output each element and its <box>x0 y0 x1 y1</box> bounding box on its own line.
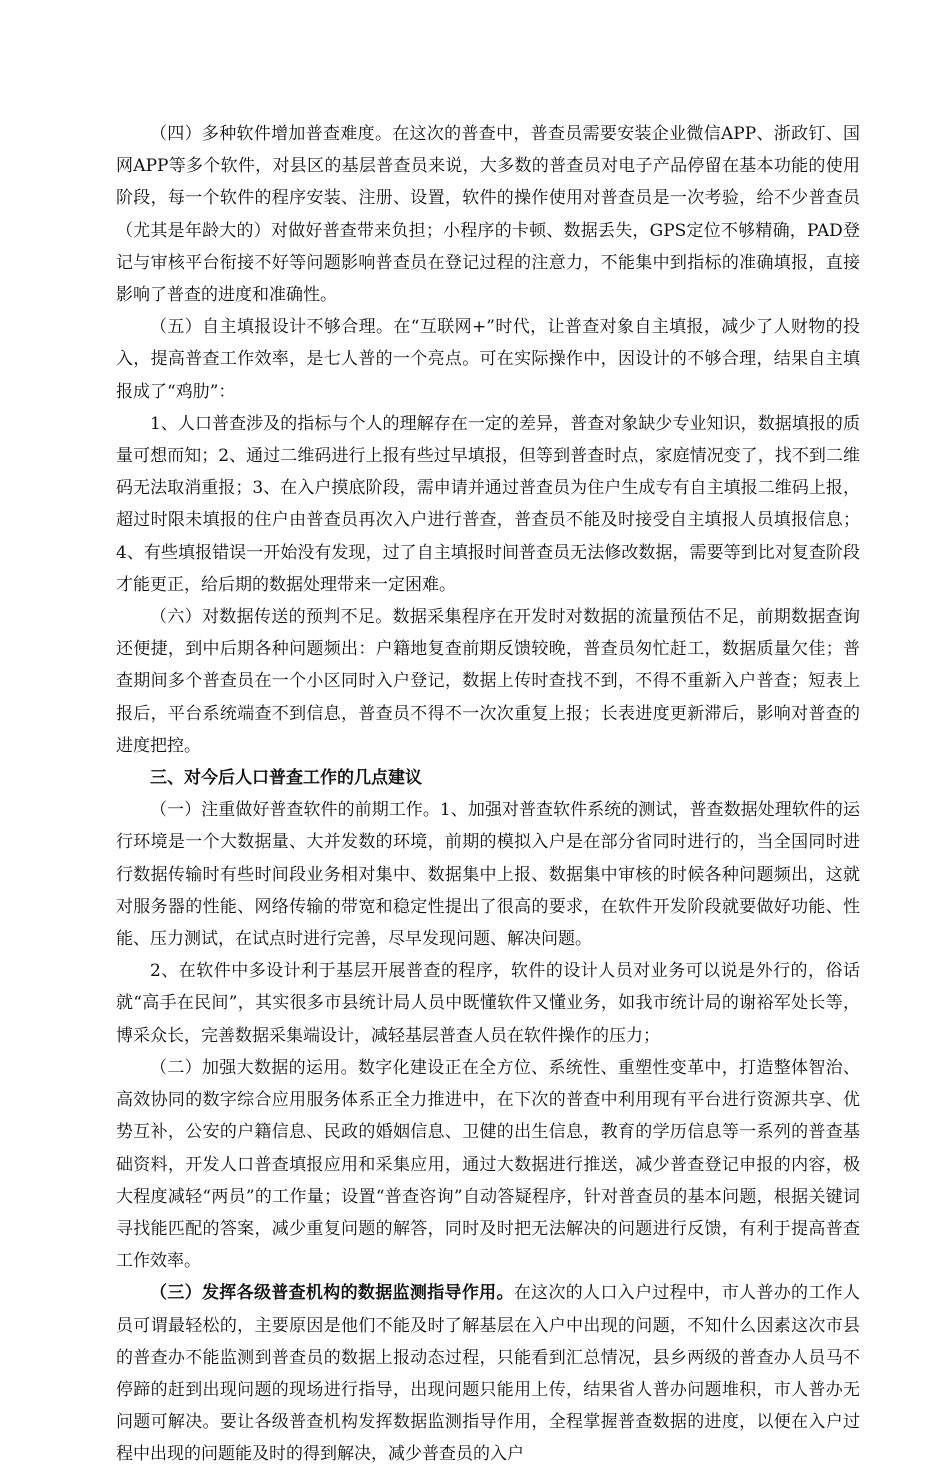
paragraph-software-difficulty: （四）多种软件增加普查难度。在这次的普查中，普查员需要安装企业微信APP、浙政钉、国网APP等多个软件，对县区的基层普查员来说，大多数的普查员对电子产品停留在基本功能的使用阶段，每一个软件的程序安装、注册、设置，软件的操作使用对普查员是一次考验，给不少普查员（尤其是年龄大的）对做好普查带来负担；小程序的卡顿、数据丢失，GPS定位不够精确，PAD登记与审核平台衔接不好等问题影响普查员在登记过程的注意力，不能集中到指标的准确填报，直接影响了普查的进度和准确性。 <box>116 124 860 306</box>
paragraph-software-prework: （一）注重做好普查软件的前期工作。1、加强对普查软件系统的测试，普查数据处理软件的运行环境是一个大数据量、大并发数的环境，前期的模拟入户是在部分省同时进行的，当全国同时进行数据传输时有些时间段业务相对集中、数据集中上报、数据集中审核的时候各种问题频出，这就对服务器的性能、网络传输的带宽和稳定性提出了很高的要求，在软件开发阶段就要做好功能、性能、压力测试，在试点时进行完善，尽早发现问题、解决问题。 <box>116 800 860 950</box>
paragraph-monitoring <box>116 1277 860 1470</box>
paragraph-data-transfer: （六）对数据传送的预判不足。数据采集程序在开发时对数据的流量预估不足，前期数据查询还便捷，到中后期各种问题频出：户籍地复查前期反馈较晚，普查员匆忙赶工，数据质量欠佳；普查期间多个普查员在一个小区同时入户登记，数据上传时查找不到，不得不重新入户普查；短表上报后，平台系统端查不到信息，普查员不得不一次次重复上报；长表进度更新滞后，影响对普查的进度把控。 <box>116 607 860 756</box>
section-heading-suggestions: 三、对今后人口普查工作的几点建议 <box>150 768 422 789</box>
paragraph-grassroots-software: 2、在软件中多设计利于基层开展普查的程序，软件的设计人员对业务可以说是外行的，俗话就“高手在民间”，其实很多市县统计局人员中既懂软件又懂业务，如我市统计局的谢裕军处长等，博采众长，完善数据采集端设计，减轻基层普查人员在软件操作的压力； <box>116 961 860 1046</box>
paragraph-monitoring-lead: （三）发挥各级普查机构的数据监测指导作用。 <box>150 1283 514 1304</box>
paragraph-self-reporting-design: （五）自主填报设计不够合理。在“互联网+”时代，让普查对象自主填报，减少了人财物的投入，提高普查工作效率，是七人普的一个亮点。可在实际操作中，因设计的不够合理，结果自主填报成了“鸡肋”： <box>116 317 860 402</box>
paragraph-monitoring-text: 在这次的人口入户过程中，市人普办的工作人员可谓最轻松的，主要原因是他们不能及时了解基层在入户中出现的问题，不知什么因素这次市县的普查办不能监测到普查员的数据上报动态过程，只能看到汇总情况，县乡两级的普查办人员马不停蹄的赶到出现问题的现场进行指导，出现问题只能用上传，结果省人普办问题堆积，市人普办无问题可解决。要让各级普查机构发挥数据监测指导作用，全程掌握普查数据的进度，以便在入户过程中出现的问题能及时的得到解决，减少普查员的入户 <box>116 1283 861 1465</box>
document-body <box>116 118 860 1471</box>
paragraph-big-data: （二）加强大数据的运用。数字化建设正在全方位、系统性、重塑性变革中，打造整体智治、高效协同的数字综合应用服务体系正全力推进中，在下次的普查中利用现有平台进行资源共享、优势互补，公安的户籍信息、民政的婚姻信息、卫健的出生信息，教育的学历信息等一系列的普查基础资料，开发人口普查填报应用和采集应用，通过大数据进行推送，减少普查登记申报的内容，极大程度减轻“两员”的工作量；设置“普查咨询”自动答疑程序，针对普查员的基本问题，根据关键词寻找能匹配的答案，减少重复问题的解答，同时及时把无法解决的问题进行反馈，有利于提高普查工作效率。 <box>116 1057 860 1272</box>
paragraph-self-reporting-issues: 1、人口普查涉及的指标与个人的理解存在一定的差异，普查对象缺少专业知识，数据填报的质量可想而知；2、通过二维码进行上报有些过早填报，但等到普查时点，家庭情况变了，找不到二维码无法取消重报；3、在入户摸底阶段，需申请并通过普查员为住户生成专有自主填报二维码上报，超过时限未填报的住户由普查员再次入户进行普查，普查员不能及时接受自主填报人员填报信息；4、有些填报错误一开始没有发现，过了自主填报时间普查员无法修改数据，需要等到比对复查阶段才能更正，给后期的数据处理带来一定困难。 <box>116 413 860 595</box>
